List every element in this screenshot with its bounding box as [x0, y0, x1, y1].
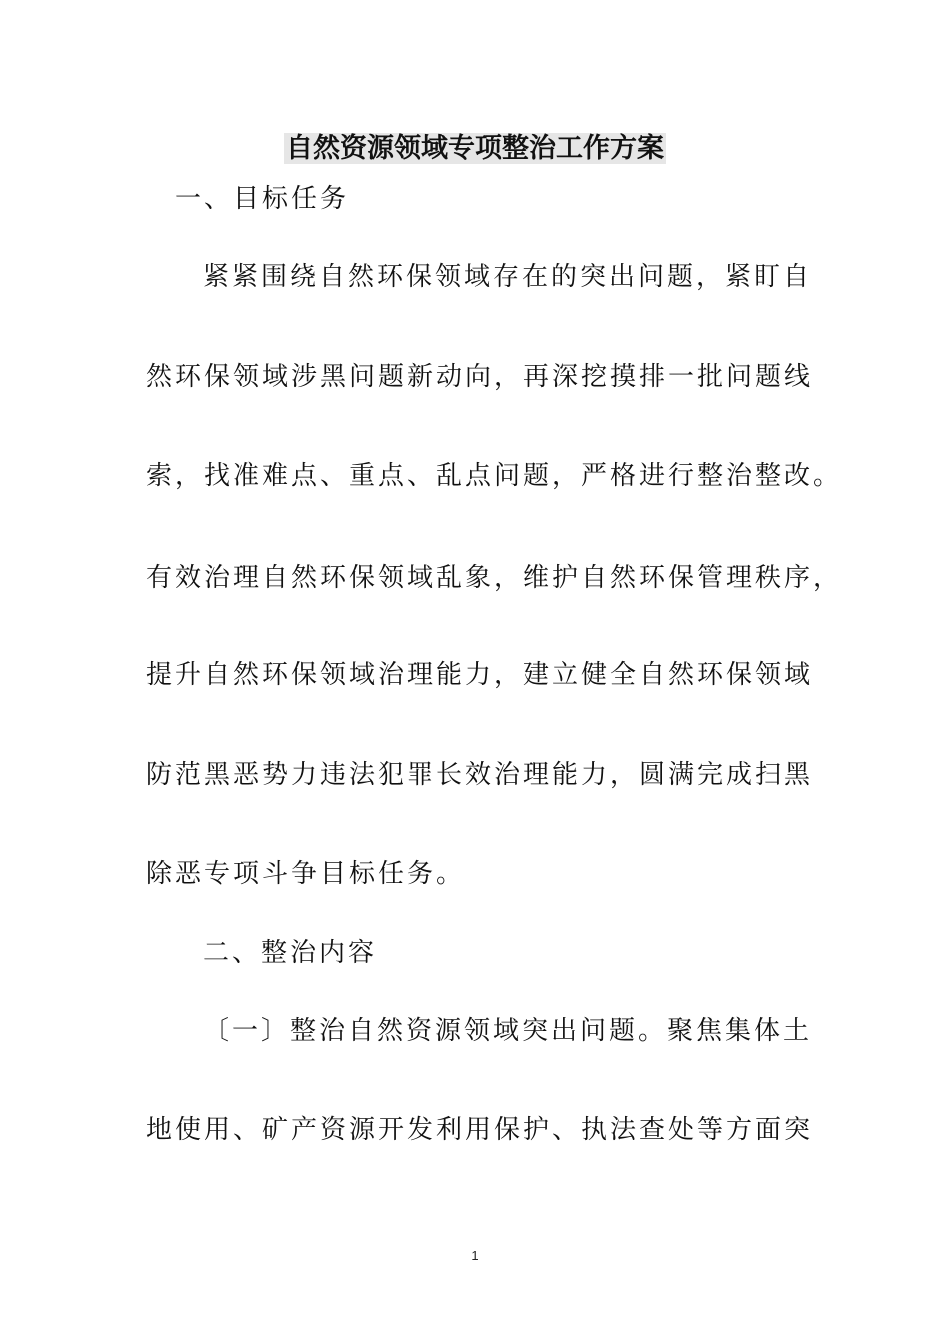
paragraph-line: 索，找准难点、重点、乱点问题，严格进行整治整改。	[146, 461, 843, 491]
paragraph-line: 有效治理自然环保领域乱象，维护自然环保管理秩序，	[146, 563, 843, 593]
paragraph-line: 然环保领域涉黑问题新动向，再深挖摸排一批问题线	[146, 362, 814, 392]
paragraph-line: 紧紧围绕自然环保领域存在的突出问题，紧盯自	[203, 262, 813, 292]
paragraph-line: 防范黑恶势力违法犯罪长效治理能力，圆满完成扫黑	[146, 760, 814, 790]
document-title	[0, 131, 950, 167]
paragraph-line: 〔一〕整治自然资源领域突出问题。聚焦集体土	[203, 1016, 813, 1046]
section-heading-content: 二、整治内容	[203, 938, 378, 968]
document-title-text: 自然资源领域专项整治工作方案	[286, 133, 664, 164]
paragraph-line: 提升自然环保领域治理能力，建立健全自然环保领域	[146, 660, 814, 690]
paragraph-line: 地使用、矿产资源开发利用保护、执法查处等方面突	[146, 1115, 814, 1145]
page-number: 1	[471, 1248, 479, 1263]
paragraph-line: 除恶专项斗争目标任务。	[146, 859, 466, 889]
section-heading-goals: 一、目标任务	[175, 184, 350, 214]
